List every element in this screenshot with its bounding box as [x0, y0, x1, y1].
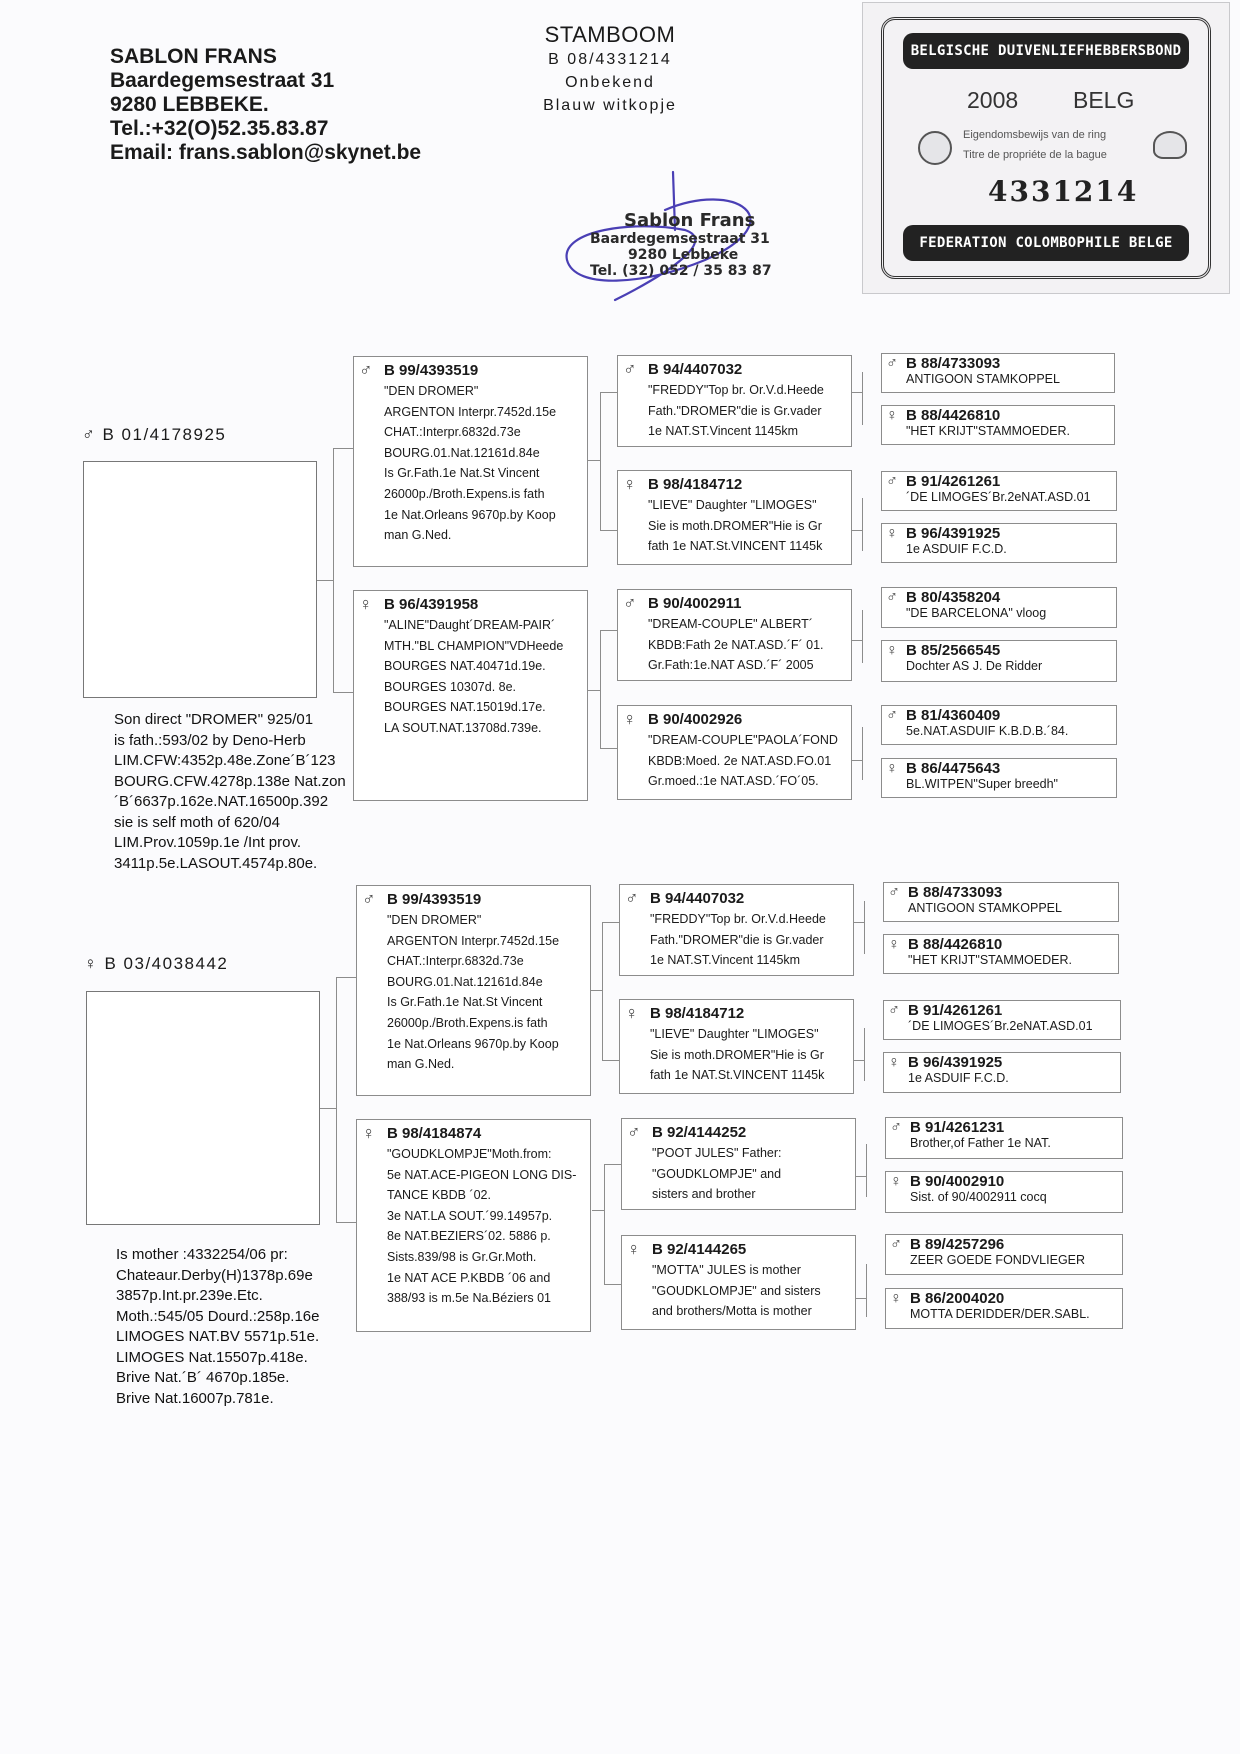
stamp-name: Sablon Frans	[624, 210, 756, 231]
ancestor-info: Sie is moth.DROMER"Hie is Gr	[650, 1047, 824, 1062]
ancestor-info: "DREAM-COUPLE" ALBERT´	[648, 617, 813, 631]
male-symbol-icon: ♂	[888, 1002, 900, 1019]
pedigree-color: Blauw witkopje	[543, 97, 677, 114]
connector	[588, 460, 600, 461]
connector	[852, 640, 862, 641]
ancestor-info: "GOUDKLOMPJE" and sisters	[652, 1283, 821, 1298]
sire-label	[82, 425, 226, 445]
ancestor-info: 1e Nat.Orleans 9670p.by Koop	[387, 1036, 559, 1051]
ancestor-info: "GOUDKLOMPJE"Moth.from:	[387, 1147, 552, 1161]
female-symbol-icon: ♀	[886, 407, 898, 424]
ancestor-ring: B 92/4144265	[652, 1241, 747, 1258]
ancestor-info: 1e NAT.ST.Vincent 1145km	[648, 424, 799, 438]
ancestor-info: BOURG.01.Nat.12161d.84e	[387, 974, 543, 989]
dam-remark-line: Moth.:545/05 Dourd.:258p.16e	[116, 1307, 320, 1325]
ancestor-info: TANCE KBDB ´02.	[387, 1188, 491, 1203]
ancestor-info: MOTTA DERIDDER/DER.SABL.	[910, 1307, 1090, 1321]
ancestor-info: BL.WITPEN"Super breedh"	[906, 777, 1058, 791]
ancestor-info: 1e ASDUIF F.C.D.	[908, 1071, 1009, 1085]
owner-city: 9280 LEBBEKE.	[110, 93, 269, 116]
connector	[333, 448, 334, 692]
ancestor-ring: B 98/4184712	[648, 476, 743, 493]
dam-remark-line: Brive Nat.16007p.781e.	[116, 1389, 274, 1407]
ancestor-info: "ALINE"Daught´DREAM-PAIR´	[384, 618, 556, 632]
owner-name: SABLON FRANS	[110, 45, 277, 68]
connector	[854, 922, 864, 923]
ancestor-ring: B 89/4257296	[910, 1236, 1005, 1253]
ancestor-info: Brother,of Father 1e NAT.	[910, 1136, 1051, 1150]
ancestor-box-gen3	[617, 705, 852, 800]
connector	[602, 922, 603, 1060]
card-ring-number: 4331214	[988, 175, 1139, 208]
dam-remarks	[116, 1245, 319, 1409]
sire-ring: B 01/4178925	[102, 425, 227, 444]
ancestor-ring: B 91/4261261	[906, 473, 1001, 490]
connector	[864, 1028, 865, 1081]
dam-remark-line: LIMOGES Nat.15507p.418e.	[116, 1348, 308, 1366]
ancestor-info: "HET KRIJT"STAMMOEDER.	[906, 424, 1070, 438]
ancestor-info: BOURGES NAT.15019d.17e.	[384, 700, 546, 715]
female-symbol-icon: ♀	[886, 760, 898, 777]
connector	[333, 692, 353, 693]
male-symbol-icon: ♂	[623, 359, 637, 379]
ancestor-info: ´DE LIMOGES´Br.2eNAT.ASD.01	[906, 490, 1091, 504]
male-symbol-icon: ♂	[886, 589, 898, 606]
ancestor-info: ARGENTON Interpr.7452d.15e	[387, 933, 560, 948]
ancestor-box-gen4	[881, 587, 1117, 628]
ancestor-ring: B 90/4002926	[648, 711, 743, 728]
ancestor-info: "HET KRIJT"STAMMOEDER.	[908, 953, 1072, 967]
connector	[600, 748, 617, 749]
ancestor-box-gen3	[621, 1235, 856, 1330]
ancestor-info: fath 1e NAT.St.VINCENT 1145k	[650, 1068, 825, 1082]
owner-phone: Tel.:+32(O)52.35.83.87	[110, 117, 329, 140]
ancestor-info: "LIEVE" Daughter "LIMOGES"	[650, 1027, 819, 1041]
owner-street: Baardegemsestraat 31	[110, 69, 335, 92]
connector	[592, 1210, 604, 1211]
ancestor-info: LA SOUT.NAT.13708d.739e.	[384, 720, 542, 735]
ancestor-info: CHAT.:Interpr.6832d.73e	[384, 425, 521, 440]
card-country: BELG	[1073, 87, 1135, 113]
connector	[600, 392, 601, 530]
sire-remark-line: is fath.:593/02 by Deno-Herb	[114, 731, 306, 749]
dam-photo	[86, 991, 320, 1225]
owner-email: Email: frans.sablon@skynet.be	[110, 141, 422, 164]
ancestor-box-gen4	[881, 758, 1117, 798]
connector	[336, 977, 337, 1222]
ancestor-ring: B 88/4426810	[908, 936, 1003, 953]
male-symbol-icon: ♂	[890, 1236, 902, 1253]
ancestor-box-gen2	[356, 885, 591, 1096]
sire-remarks	[114, 710, 346, 874]
male-symbol-icon: ♂	[890, 1119, 902, 1136]
female-symbol-icon: ♀	[890, 1290, 902, 1307]
connector	[852, 760, 862, 761]
ancestor-box-gen3	[621, 1118, 856, 1210]
male-symbol-icon: ♂	[362, 889, 376, 909]
ancestor-info: and brothers/Motta is mother	[652, 1304, 812, 1318]
ancestor-info: "DEN DROMER"	[387, 913, 482, 927]
ancestor-info: "MOTTA" JULES is mother	[652, 1263, 801, 1277]
ancestor-box-gen2	[353, 590, 588, 801]
ancestor-info: man G.Ned.	[384, 528, 452, 543]
ancestor-box-gen3	[617, 355, 852, 447]
female-symbol-icon: ♀	[886, 642, 898, 659]
pedigree-title: STAMBOOM	[544, 22, 676, 47]
ancestor-box-gen4	[883, 1000, 1121, 1040]
stamp-address: Baardegemsestraat 31	[590, 231, 770, 247]
connector	[600, 530, 617, 531]
card-year: 2008	[967, 87, 1019, 113]
connector	[852, 392, 862, 393]
connector	[600, 630, 601, 748]
ancestor-info: KBDB:Fath 2e NAT.ASD.´F´ 01.	[648, 637, 824, 652]
ancestor-info: man G.Ned.	[387, 1057, 455, 1072]
ancestor-info: ANTIGOON STAMKOPPEL	[906, 372, 1060, 386]
connector	[590, 990, 602, 991]
ancestor-info: fath 1e NAT.St.VINCENT 1145k	[648, 539, 823, 553]
ancestor-ring: B 98/4184712	[650, 1005, 745, 1022]
ancestor-info: Fath."DROMER"die is Gr.vader	[650, 932, 824, 947]
connector	[854, 1060, 864, 1061]
connector	[604, 1164, 621, 1165]
ancestor-box-gen4	[885, 1234, 1123, 1275]
ancestor-ring: B 91/4261231	[910, 1119, 1005, 1136]
ancestor-info: 1e ASDUIF F.C.D.	[906, 542, 1007, 556]
ancestor-box-gen4	[885, 1288, 1123, 1329]
male-symbol-icon: ♂	[888, 884, 900, 901]
ancestor-info: Is Gr.Fath.1e Nat.St Vincent	[384, 466, 540, 481]
male-symbol-icon: ♂	[886, 707, 898, 724]
ancestor-info: 26000p./Broth.Expens.is fath	[387, 1015, 548, 1030]
ancestor-info: "GOUDKLOMPJE" and	[652, 1166, 782, 1181]
ancestor-info: 388/93 is m.5e Na.Béziers 01	[387, 1291, 551, 1306]
dam-remark-line: 3857p.Int.pr.239e.Etc.	[116, 1287, 263, 1304]
ancestor-info: BOURG.01.Nat.12161d.84e	[384, 445, 540, 460]
female-symbol-icon: ♀	[623, 474, 637, 494]
connector	[336, 977, 356, 978]
female-symbol-icon: ♀	[362, 1123, 376, 1143]
ancestor-info: Dochter AS J. De Ridder	[906, 659, 1043, 673]
ancestor-box-gen3	[617, 589, 852, 681]
ancestor-ring: B 81/4360409	[906, 707, 1001, 724]
stamp-city: 9280 Lebbeke	[628, 247, 739, 263]
sire-remark-line: LIM.CFW:4352p.48e.Zone´B´123	[114, 752, 336, 769]
ancestor-ring: B 96/4391925	[906, 525, 1001, 542]
male-symbol-icon: ♂	[627, 1122, 641, 1142]
pedigree-sex: Onbekend	[565, 74, 655, 91]
ancestor-info: "DE BARCELONA" vloog	[906, 606, 1047, 620]
connector	[604, 1164, 605, 1284]
ancestor-info: "LIEVE" Daughter "LIMOGES"	[648, 498, 817, 512]
stamp-phone: Tel. (32) 052 / 35 83 87	[590, 263, 772, 279]
dam-remark-line: Brive Nat.´B´ 4670p.185e.	[116, 1369, 290, 1386]
female-symbol-icon: ♀	[886, 525, 898, 542]
ancestor-ring: B 99/4393519	[384, 362, 479, 379]
ancestor-box-gen4	[883, 882, 1119, 922]
ancestor-ring: B 92/4144252	[652, 1124, 747, 1141]
ancestor-info: "FREDDY"Top br. Or.V.d.Heede	[650, 912, 826, 926]
ancestor-info: Sist. of 90/4002911 cocq	[910, 1190, 1047, 1204]
ancestor-ring: B 98/4184874	[387, 1125, 482, 1142]
card-hole-icon	[918, 131, 952, 165]
ancestor-ring: B 96/4391925	[908, 1054, 1003, 1071]
ancestor-ring: B 85/2566545	[906, 642, 1001, 659]
ancestor-box-gen4	[881, 471, 1117, 511]
crown-icon	[1153, 131, 1187, 159]
ancestor-ring: B 94/4407032	[650, 890, 745, 907]
ancestor-ring: B 90/4002911	[648, 595, 742, 612]
sire-remark-line: Son direct "DROMER" 925/01	[114, 711, 314, 728]
male-symbol-icon: ♂	[623, 593, 637, 613]
ancestor-info: ANTIGOON STAMKOPPEL	[908, 901, 1062, 915]
ancestor-ring: B 88/4733093	[906, 355, 1001, 372]
connector	[862, 727, 863, 780]
female-symbol-icon: ♀	[84, 954, 99, 973]
ancestor-info: Gr.Fath:1e.NAT ASD.´F´ 2005	[648, 658, 814, 672]
ancestor-ring: B 88/4426810	[906, 407, 1001, 424]
ancestor-info: 5e.NAT.ASDUIF K.B.D.B.´84.	[906, 724, 1069, 738]
sire-remark-line: LIM.Prov.1059p.1e /Int prov.	[114, 834, 302, 851]
connector	[866, 1144, 867, 1197]
sire-remark-line: ´B´6637p.162e.NAT.16500p.392	[114, 793, 329, 810]
connector	[866, 1264, 867, 1317]
ancestor-info: ARGENTON Interpr.7452d.15e	[384, 404, 557, 419]
connector	[336, 1222, 356, 1223]
ancestor-info: Is Gr.Fath.1e Nat.St Vincent	[387, 995, 543, 1010]
card-footer: FEDERATION COLOMBOPHILE BELGE	[903, 225, 1189, 261]
female-symbol-icon: ♀	[627, 1239, 641, 1259]
ancestor-ring: B 99/4393519	[387, 891, 482, 908]
male-symbol-icon: ♂	[359, 360, 373, 380]
ancestor-info: Sie is moth.DROMER"Hie is Gr	[648, 518, 822, 533]
ancestor-ring: B 96/4391958	[384, 596, 479, 613]
connector	[862, 498, 863, 551]
ancestor-info: "DEN DROMER"	[384, 384, 479, 398]
ownership-card	[862, 2, 1230, 294]
ancestor-info: 8e NAT.BEZIERS´02. 5886 p.	[387, 1229, 551, 1244]
ancestor-info: MTH."BL CHAMPION"VDHeede	[384, 638, 564, 653]
connector	[856, 1298, 866, 1299]
dam-remark-line: Chateaur.Derby(H)1378p.69e	[116, 1266, 313, 1284]
connector	[600, 392, 617, 393]
ancestor-box-gen2	[353, 356, 588, 567]
ancestor-box-gen4	[883, 934, 1119, 974]
ancestor-ring: B 90/4002910	[910, 1173, 1005, 1190]
card-line2: Titre de propriéte de la bague	[963, 149, 1107, 161]
connector	[864, 901, 865, 954]
ancestor-ring: B 86/2004020	[910, 1290, 1005, 1307]
female-symbol-icon: ♀	[625, 1003, 639, 1023]
dam-ring: B 03/4038442	[104, 954, 229, 973]
ancestor-info: "POOT JULES" Father:	[652, 1146, 782, 1160]
pedigree-ring: B 08/4331214	[548, 51, 672, 68]
ancestor-info: "DREAM-COUPLE"PAOLA´FOND	[648, 733, 838, 747]
connector	[604, 1284, 621, 1285]
sire-remark-line: 3411p.5e.LASOUT.4574p.80e.	[114, 854, 318, 872]
connector	[320, 1108, 336, 1109]
ancestor-info: 1e Nat.Orleans 9670p.by Koop	[384, 507, 556, 522]
ancestor-info: CHAT.:Interpr.6832d.73e	[387, 954, 524, 969]
sire-photo	[83, 461, 317, 698]
connector	[852, 530, 862, 531]
ancestor-ring: B 80/4358204	[906, 589, 1001, 606]
owner-block	[110, 45, 421, 165]
connector	[588, 690, 600, 691]
connector	[317, 580, 333, 581]
dam-remark-line: LIMOGES NAT.BV 5571p.51e.	[116, 1328, 320, 1345]
ancestor-info: 26000p./Broth.Expens.is fath	[384, 486, 545, 501]
ancestor-box-gen4	[881, 405, 1115, 445]
ancestor-box-gen4	[881, 640, 1117, 682]
card-line1: Eigendomsbewijs van de ring	[963, 129, 1107, 141]
ancestor-box-gen3	[619, 884, 854, 976]
ancestor-box-gen3	[617, 470, 852, 565]
ancestor-info: KBDB:Moed. 2e NAT.ASD.FO.01	[648, 753, 832, 768]
ancestor-info: Gr.moed.:1e NAT.ASD.´FO´05.	[648, 774, 819, 788]
ancestor-box-gen2	[356, 1119, 591, 1332]
ancestor-ring: B 94/4407032	[648, 361, 743, 378]
ancestor-info: 5e NAT.ACE-PIGEON LONG DIS-	[387, 1167, 577, 1182]
female-symbol-icon: ♀	[359, 594, 373, 614]
sire-remark-line: sie is self moth of 620/04	[114, 813, 280, 831]
connector	[862, 372, 863, 425]
sire-remark-line: BOURG.CFW.4278p.138e Nat.zon	[114, 772, 346, 790]
ancestor-info: 3e NAT.LA SOUT.´99.14957p.	[387, 1208, 553, 1223]
ancestor-box-gen4	[881, 353, 1115, 393]
ancestor-box-gen4	[885, 1171, 1123, 1213]
ancestor-info: sisters and brother	[652, 1187, 756, 1201]
ancestor-info: BOURGES 10307d. 8e.	[384, 679, 517, 694]
ancestor-box-gen4	[883, 1052, 1121, 1093]
male-symbol-icon: ♂	[82, 425, 97, 444]
address-stamp	[590, 210, 772, 279]
ancestor-box-gen3	[619, 999, 854, 1094]
female-symbol-icon: ♀	[890, 1173, 902, 1190]
connector	[333, 448, 353, 449]
ancestor-ring: B 88/4733093	[908, 884, 1003, 901]
ancestor-info: "FREDDY"Top br. Or.V.d.Heede	[648, 383, 824, 397]
ancestor-ring: B 91/4261261	[908, 1002, 1003, 1019]
dam-remark-line: Is mother :4332254/06 pr:	[116, 1246, 288, 1263]
ancestor-info: Sists.839/98 is Gr.Gr.Moth.	[387, 1249, 537, 1264]
female-symbol-icon: ♀	[888, 936, 900, 953]
ancestor-info: BOURGES NAT.40471d.19e.	[384, 659, 546, 674]
pedigree-header	[520, 22, 700, 117]
male-symbol-icon: ♂	[886, 473, 898, 490]
ancestor-box-gen4	[885, 1117, 1123, 1159]
ancestor-box-gen4	[881, 523, 1117, 563]
ancestor-ring: B 86/4475643	[906, 760, 1001, 777]
connector	[602, 1060, 619, 1061]
card-header: BELGISCHE DUIVENLIEFHEBBERSBOND	[903, 33, 1189, 69]
male-symbol-icon: ♂	[886, 355, 898, 372]
connector	[600, 630, 617, 631]
ancestor-info: 1e NAT ACE P.KBDB ´06 and	[387, 1270, 551, 1285]
male-symbol-icon: ♂	[625, 888, 639, 908]
ancestor-info: 1e NAT.ST.Vincent 1145km	[650, 953, 801, 967]
female-symbol-icon: ♀	[623, 709, 637, 729]
ancestor-box-gen4	[881, 705, 1117, 745]
connector	[602, 922, 619, 923]
ancestor-info: ´DE LIMOGES´Br.2eNAT.ASD.01	[908, 1019, 1093, 1033]
ancestor-info: Fath."DROMER"die is Gr.vader	[648, 403, 822, 418]
dam-label	[84, 954, 228, 974]
connector	[856, 1176, 866, 1177]
ancestor-info: ZEER GOEDE FONDVLIEGER	[910, 1253, 1086, 1267]
female-symbol-icon: ♀	[888, 1054, 900, 1071]
connector	[862, 610, 863, 663]
